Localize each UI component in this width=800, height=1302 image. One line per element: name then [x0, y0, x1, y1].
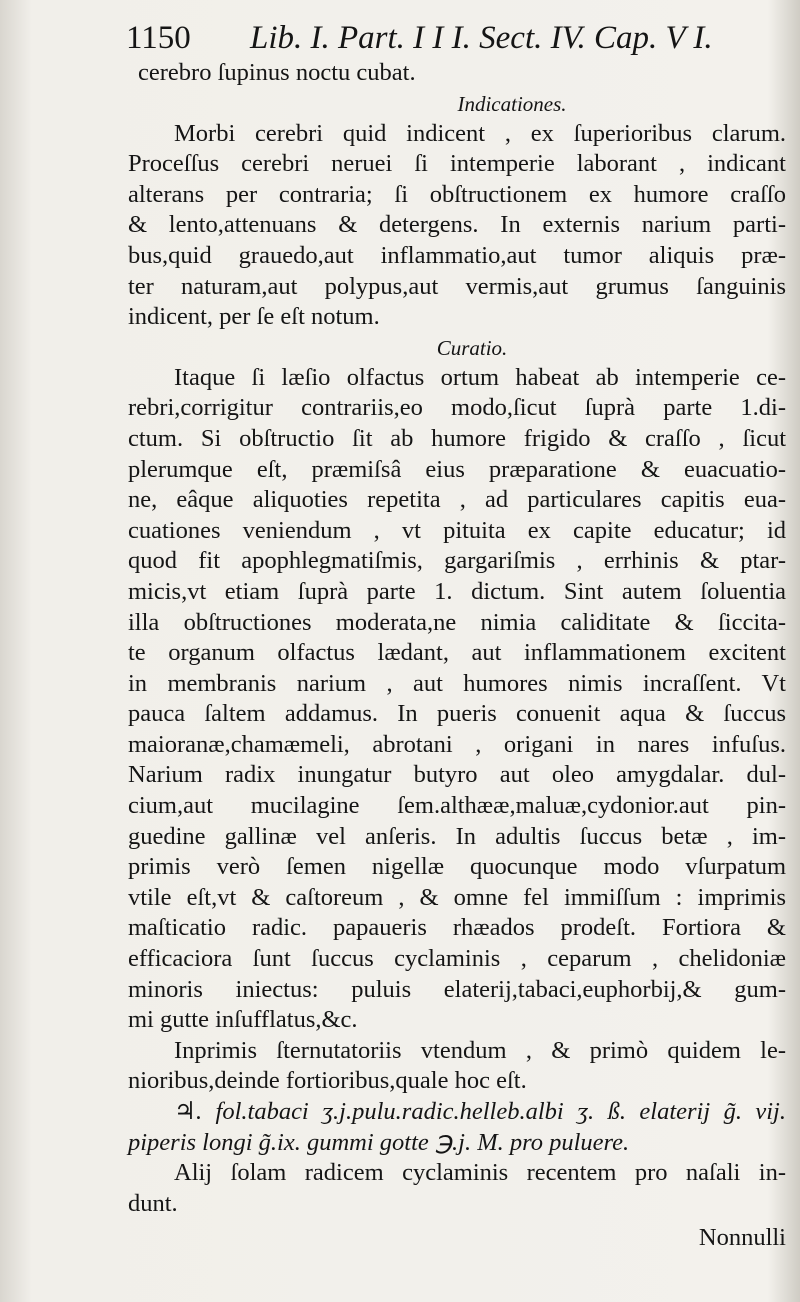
text-line: dunt.	[128, 1189, 178, 1217]
text-line: ne, eâque aliquoties repetita , ad particulares capitis eua-	[128, 486, 786, 514]
text-line: indicent, per ſe eſt notum.	[128, 303, 380, 331]
section-heading-indicationes: Indicationes.	[457, 91, 567, 116]
recipe-line: piperis longi g̃.ix. gummi gotte ℈.j. M. pro puluere.	[128, 1128, 630, 1156]
page-number: 1150	[126, 20, 191, 56]
text-line: Alij ſolam radicem cyclaminis recentem pro naſali in-	[174, 1159, 786, 1187]
text-line: guedine gallinæ vel anſeris. In adultis ſuccus betæ , im-	[128, 822, 786, 850]
text-line: Proceſſus cerebri neruei ſi intemperie laborant , indicant	[128, 150, 786, 178]
text-line: mi gutte inſufflatus,&c.	[128, 1006, 358, 1034]
text-line: Inprimis ſternutatoriis vtendum , & primò quidem le-	[174, 1036, 786, 1064]
paragraph-sternutatoria	[128, 1036, 786, 1097]
text-line: Itaque ſi læſio olfactus ortum habeat ab intemperie ce-	[174, 363, 786, 391]
paragraph-alij	[128, 1158, 786, 1219]
text-line: te organum olfactus lædant, aut inflammationem excitent	[128, 639, 786, 667]
text-line: vtile eſt,vt & caſtoreum , & omne fel immiſſum : imprimis	[128, 883, 786, 911]
text-line: bus,quid grauedo,aut inflammatio,aut tumor aliquis præ-	[128, 241, 786, 269]
text-line: pauca ſaltem addamus. In pueris conuenit aqua & ſuccus	[128, 700, 786, 728]
paragraph-indicationes	[128, 119, 786, 333]
recipe-line: ♃. fol.tabaci ʒ.j.pulu.radic.helleb.albi ʒ. ß. elaterij g̃. vij.	[174, 1098, 786, 1125]
text-line: nioribus,deinde fortioribus,quale hoc eſt.	[128, 1067, 527, 1095]
text-line: maioranæ,chamæmeli, abrotani , origani in nares infuſus.	[128, 730, 786, 758]
text-line: efficaciora ſunt ſuccus cyclaminis , ceparum , chelidoniæ	[128, 945, 786, 973]
text-line: ctum. Si obſtructio ſit ab humore frigido & craſſo , ſicut	[128, 424, 786, 452]
running-title: Lib. I. Part. I I I. Sect. IV. Cap. V I.	[250, 20, 713, 56]
recipe-block	[128, 1097, 786, 1158]
text-line: quod fit apophlegmatiſmis, gargariſmis , errhinis & ptar-	[128, 547, 786, 575]
text-line: in membranis narium , aut humores nimis incraſſent. Vt	[128, 669, 786, 697]
text-line: ter naturam,aut polypus,aut vermis,aut grumus ſanguinis	[128, 272, 786, 300]
paragraph-curatio	[128, 363, 786, 1036]
text-line: Narium radix inungatur butyro aut oleo amygdalar. dul-	[128, 761, 786, 789]
page-header	[128, 18, 786, 58]
text-line: maſticatio radic. papaueris rhæados prodeſt. Fortiora &	[128, 914, 786, 942]
text-line: illa obſtructiones moderata,ne nimia caliditate & ſiccita-	[128, 608, 786, 636]
text-line: Morbi cerebri quid indicent , ex ſuperioribus clarum.	[174, 119, 786, 147]
text-line: minoris iniectus: puluis elaterij,tabaci,euphorbij,& gum-	[128, 975, 786, 1003]
opening-line: cerebro ſupinus noctu cubat.	[138, 59, 416, 86]
text-line: cium,aut mucilagine ſem.althææ,maluæ,cydonior.aut pin-	[128, 792, 786, 820]
text-line: primis verò ſemen nigellæ quocunque modo vſurpatum	[128, 853, 786, 881]
text-line: alterans per contraria; ſi obſtructionem ex humore craſſo	[128, 180, 786, 208]
text-line: cuationes veniendum , vt pituita ex capite educatur; id	[128, 516, 786, 544]
text-line: micis,vt etiam ſuprà parte 1. dictum. Sint autem ſoluentia	[128, 577, 786, 605]
section-heading-curatio: Curatio.	[436, 335, 508, 360]
text-line: rebri,corrigitur contrariis,eo modo,ſicut ſuprà parte 1.di-	[128, 394, 786, 422]
text-line: plerumque eſt, præmiſsâ eius præparatione & euacuatio-	[128, 455, 786, 483]
text-line: & lento,attenuans & detergens. In externis narium parti-	[128, 211, 786, 239]
catchword: Nonnulli	[698, 1224, 786, 1252]
